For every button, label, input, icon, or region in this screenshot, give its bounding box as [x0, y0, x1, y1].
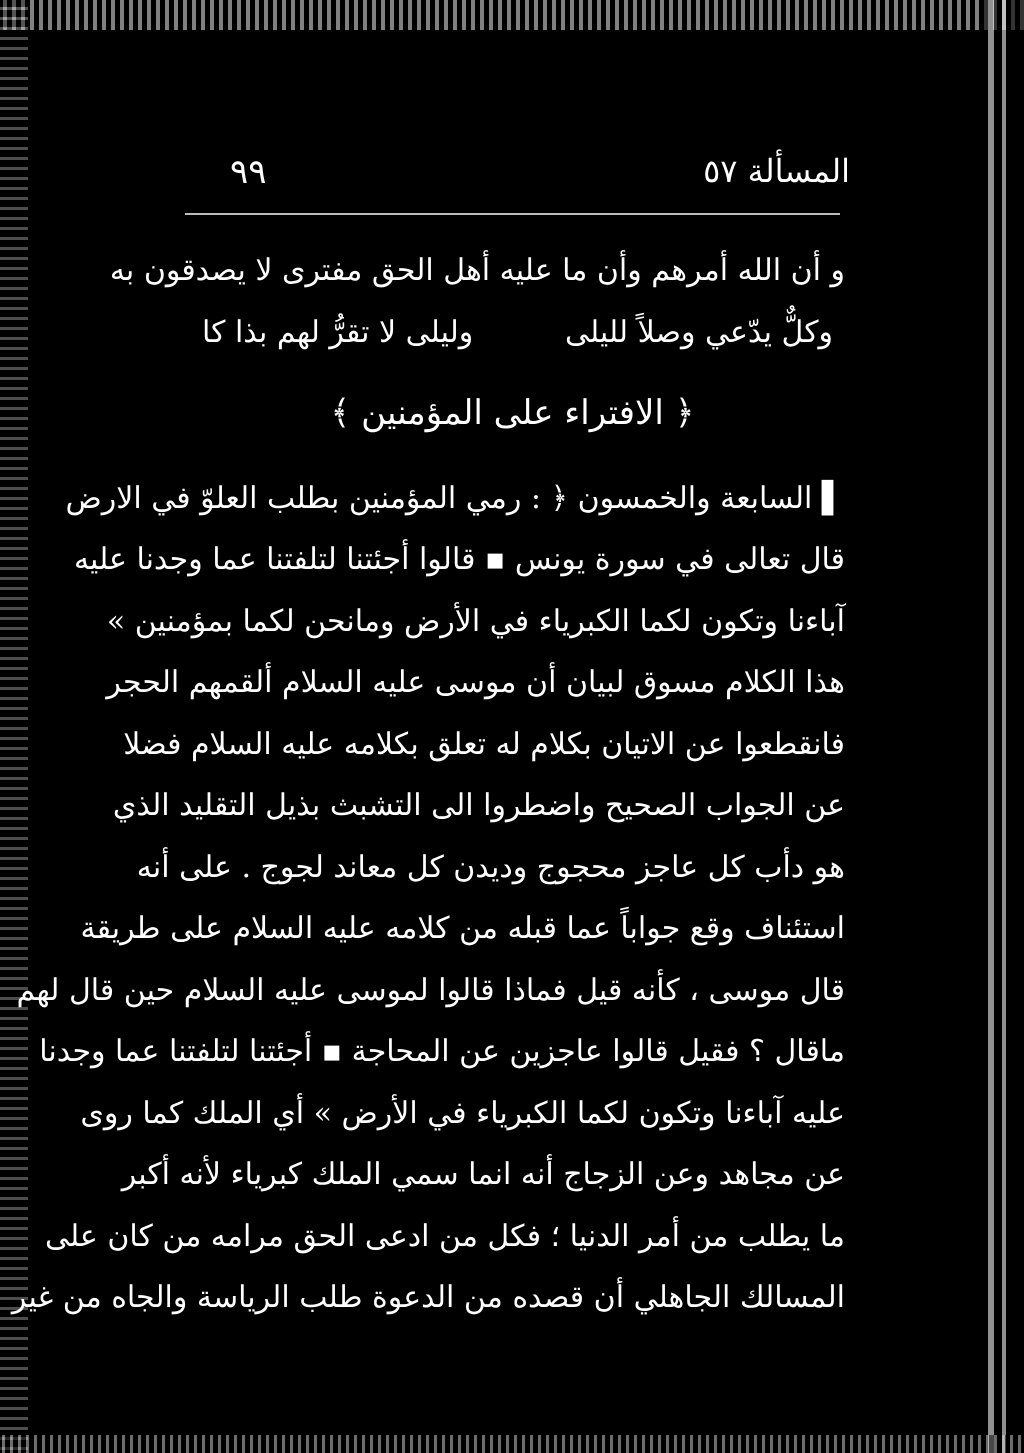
- text-line: آباءنا وتكون لكما الكبرياء في الأرض ومانحن لكما بمؤمنين »: [106, 603, 845, 639]
- text-line: فانقطعوا عن الاتيان بكلام له تعلق بكلامه عليه السلام فضلا: [123, 726, 845, 762]
- page-header: [230, 152, 850, 202]
- text-line: ▌ السابعة والخمسون ﴿ : رمي المؤمنين بطلب العلوّ في الارض: [65, 480, 845, 516]
- text-line: هو دأب كل عاجز محجوج وديدن كل معاند لجوج . على أنه: [136, 849, 845, 885]
- section-heading: [180, 378, 845, 450]
- text-line: ما يطلب من أمر الدنيا ؛ فكل من ادعى الحق مرامه من كان على: [45, 1218, 845, 1254]
- scan-edge-right: [980, 0, 1024, 1453]
- page-number: ٩٩: [230, 152, 267, 192]
- text-line: و أن الله أمرهم وأن ما عليه أهل الحق مفترى لا يصدقون به: [109, 253, 845, 288]
- scan-edge-top: [0, 0, 1024, 30]
- text-line: استئناف وقع جواباً عما قبله من كلامه عليه السلام على طريقة: [80, 911, 845, 946]
- text-line: قال موسى ، كأنه قيل فماذا قالوا لموسى عليه السلام حين قال لهم: [16, 972, 845, 1008]
- heading-bracket-close: ﴾: [330, 392, 351, 433]
- verse-left-hemistich: وليلى لا تقرُّ لهم بذا كا: [202, 314, 474, 350]
- section-title: الافتراء على المؤمنين: [361, 392, 664, 433]
- text-line: عليه آباءنا وتكون لكما الكبرياء في الأرض » أي الملك كما روى: [80, 1095, 845, 1131]
- verse-right-hemistich: وكلٌّ يدّعي وصلاً لليلى: [564, 314, 833, 350]
- heading-bracket-open: ﴿: [674, 392, 695, 433]
- poetry-verse: [180, 302, 845, 364]
- text-line: المسالك الجاهلي أن قصده من الدعوة طلب الرياسة والجاه من غير: [11, 1280, 845, 1315]
- text-line: هذا الكلام مسوق لبيان أن موسى عليه السلام ألقمهم الحجر: [106, 665, 845, 700]
- scan-edge-left: [0, 0, 28, 1453]
- text-line: قال تعالى في سورة يونس ▪ قالوا أجئتنا لتلفتنا عما وجدنا عليه: [73, 542, 845, 577]
- scan-edge-bottom: [0, 1435, 1024, 1453]
- text-line: ماقال ؟ فقيل قالوا عاجزين عن المحاجة ▪ أجئتنا لتلفتنا عما وجدنا: [39, 1034, 845, 1069]
- text-line: عن الجواب الصحيح واضطروا الى التشبث بذيل التقليد الذي: [112, 788, 845, 823]
- text-line: عن مجاهد وعن الزجاج أنه انما سمي الملك كبرياء لأنه أكبر: [121, 1157, 845, 1192]
- running-title: المسألة ٥٧: [703, 152, 850, 190]
- header-rule: [185, 213, 840, 215]
- page-body: [11, 240, 845, 1329]
